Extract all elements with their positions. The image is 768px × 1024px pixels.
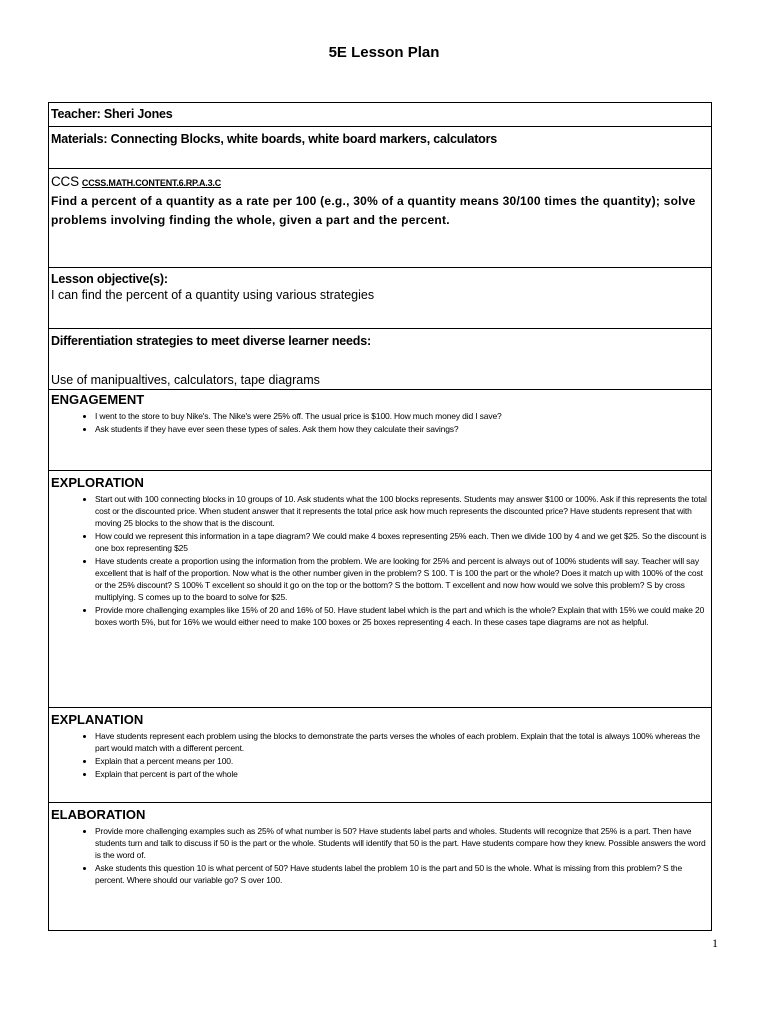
list-item: • Explain that a percent means per 100. xyxy=(95,755,709,767)
objective-row xyxy=(49,268,711,329)
ccs-standard-text: Find a percent of a quantity as a rate per 100 (e.g., 30% of a quantity means 30/100 times the quantity); solve problems involving finding the whole, given a part and the percent. xyxy=(51,194,696,227)
explanation-list xyxy=(51,730,709,780)
explanation-heading: EXPLANATION xyxy=(51,712,144,727)
ccs-row xyxy=(49,169,711,268)
ccs-code-link[interactable]: CCSS.MATH.CONTENT.6.RP.A.3.C xyxy=(81,178,221,188)
explanation-section xyxy=(49,708,711,803)
list-item: • How could we represent this information in a tape diagram? We could make 4 boxes representing 25% each. Then we divide 100 by 4 and we get $25. So the discount is one box representing $25 xyxy=(95,530,709,554)
page-number: 1 xyxy=(712,936,718,950)
elaboration-section xyxy=(49,803,711,930)
list-item: • Ask students if they have ever seen these types of sales. Ask them how they calculate their savings? xyxy=(95,423,709,435)
engagement-list xyxy=(51,410,709,435)
engagement-heading: ENGAGEMENT xyxy=(51,392,145,407)
exploration-section xyxy=(49,471,711,708)
ccs-line xyxy=(51,173,709,192)
elaboration-list xyxy=(51,825,709,886)
list-item: • Have students create a proportion using the information from the problem. We are looking for 25% and percent is always out of 100% students will say. Teacher will say excellent that is half of the proportion. Now what is the other number given in the problem? S 100. T is 100 the part or the whole? Does it match up with 100% of the cost or the 25% discount? S 100% T excellent so should it go on the top or the bottom? S the bottom. T excellent and now how would we solve this problem? S by cross multiplying. S comes up to the board to solve for $25. xyxy=(95,555,709,603)
teacher-row xyxy=(49,103,711,127)
objective-text: I can find the percent of a quantity using various strategies xyxy=(51,288,375,302)
exploration-list xyxy=(51,493,709,628)
exploration-heading: EXPLORATION xyxy=(51,475,144,490)
list-item: • Explain that percent is part of the whole xyxy=(95,768,709,780)
elaboration-heading: ELABORATION xyxy=(51,807,146,822)
list-item: • I went to the store to buy Nike's. The Nike's were 25% off. The usual price is $100. How much money did I save? xyxy=(95,410,709,422)
page-title: 5E Lesson Plan xyxy=(328,44,440,61)
differentiation-heading: Differentiation strategies to meet diverse learner needs: xyxy=(51,334,371,348)
list-item: • Start out with 100 connecting blocks in 10 groups of 10. Ask students what the 100 blocks represents. Students may answer $100 or 100%. Ask if this represents the total cost or the discounted price. When student answer that it represents the total price ask how much represents the discounted price? Have students represent that with moving 25 blocks to the show that is the discount. xyxy=(95,493,709,529)
list-item: • Provide more challenging examples like 15% of 20 and 16% of 50. Have student label which is the part and which is the whole? Explain that with 15% we could make 20 boxes worth 5%, but for 16% we would either need to make 100 boxes or 25 boxes representing 4 each. In these cases tape diagrams are not as helpful. xyxy=(95,604,709,628)
objective-heading: Lesson objective(s): xyxy=(51,272,168,286)
engagement-section xyxy=(49,390,711,471)
lesson-plan-table xyxy=(48,102,712,931)
list-item: • Aske students this question 10 is what percent of 50? Have students label the problem 10 is the part and 50 is the whole. What is missing from this problem? S the percent. Where should our variable go? S over 100. xyxy=(95,862,709,886)
materials-row xyxy=(49,127,711,169)
differentiation-row xyxy=(49,329,711,390)
teacher-text: Teacher: Sheri Jones xyxy=(51,107,173,121)
list-item: • Provide more challenging examples such as 25% of what number is 50? Have students label parts and wholes. Students will recognize that 25% is a part. Then have students turn and talk to discuss if 50 is the part or the whole. Students will identify that 50 is the part. Have students compare how they knew. Possible answers the word is the word of. xyxy=(95,825,709,861)
list-item: • Have students represent each problem using the blocks to demonstrate the parts verses the wholes of each problem. Explain that the total is always 100% whereas the part would match with a different percent. xyxy=(95,730,709,754)
ccs-label: CCS xyxy=(51,174,79,189)
differentiation-text: Use of manipualtives, calculators, tape diagrams xyxy=(51,373,320,387)
materials-text: Materials: Connecting Blocks, white boards, white board markers, calculators xyxy=(51,132,498,146)
